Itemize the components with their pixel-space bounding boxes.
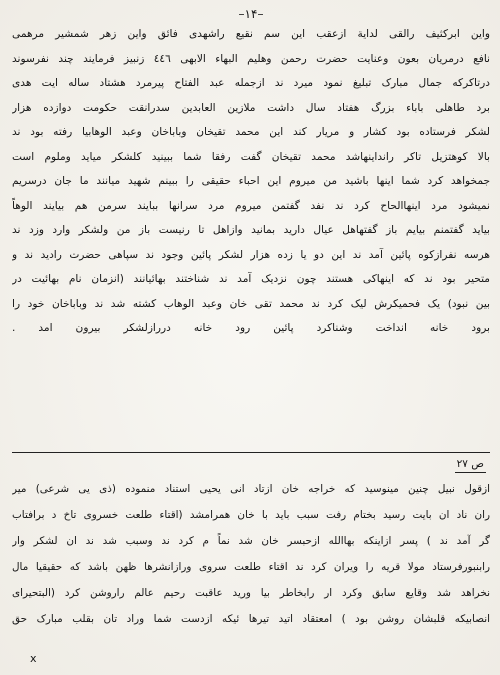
footnote-line: رابنبورفرستاد مولا قریه را ویران کرد ند اقتاء طلعت سروی ورازانشرها ظهن باشد که حقیقیا مال (12, 561, 490, 573)
body-text (12, 22, 490, 341)
footnote-line: نخراهد شد وقایع سابق وکرد ار رابخاطر بیا ورید عاقبت رحیم عالم راروشن کرد (البتحیرای (12, 587, 490, 599)
footnotes (12, 476, 490, 632)
body-line: برد طاهلی باباء بزرگ هفتاد سال داشت ملازین العابدین سدرانقت حکومت دوازده هزار (12, 101, 490, 114)
body-line: نمیشود مرد اینهاالحاح کرد ند نفد گفتمن میروم مرد سرانها ببایند سرمن هم بیایند الوهاً (12, 199, 490, 212)
body-line: بین نبود) یک فحمیکرش لیک کرد ند محمد تقی خان وعبد الوهاب کشته شد ند وباباخان خود را (12, 297, 490, 310)
footnote-heading: ص ۲۷ (455, 456, 486, 473)
body-line: درتاکرکه جمال مبارک تبلیغ نمود میرد ند ازجمله عبد الفتاح پیرمرد هشتاد ساله ایت هدی (12, 77, 490, 89)
body-line: بیاید گفتمنم بیایم باز گفتهاهل عیال دارید بمانید وازاهل تا رنیست باز من ولشکر وارد وزد ند (12, 224, 490, 236)
body-line: واین ابرکثیف رالقی لدایة ازعقب این سم نقیع راشهدی فائق واین زهر شمشیر مرهمی (12, 28, 490, 40)
footnote-line: گر آمد ند ) پسر ازاینکه بهاالله ازحبسر خان شد نماً م کرد ند وسبب شد ند ان لشکر وار (12, 535, 490, 547)
body-line: نافع درمریان بعون وعنایت حضرت رحمن وهلیم البهاء الابهی ٤٤٦ زنبیز فرمایند چند نفرسوند (12, 52, 490, 65)
body-line: بالا کوهتزیل تاکر رانداینهاشد محمد تقیخان گفت رفقا شما ببینید کلشکر میاید وملوم است (12, 150, 490, 163)
corner-mark: x (30, 652, 37, 665)
body-line: لشکر فرستاده بود کشار و مریار کند این محمد تقیخان وباباخان وعبد الوهابیا رفته بود ند (12, 126, 490, 138)
body-line: برود خانه انداخت وشناکرد پائین رود خانه دررازلشکر بیرون امد . (12, 322, 490, 334)
body-line: متحیر بود ند که اینهاکی هستند چون نزدیک آمد ند شناختند بهائیانند (انزمان نام بهائیت در (12, 273, 490, 285)
page-number: –۱۴– (238, 7, 264, 21)
footnote-line: ازقول نبیل چنین مینوسید که خراجه خان ازتاد انی یحیی استناد منموده (ذی یی شرعی) میر (12, 483, 490, 495)
footnote-line: ران ناد ان بایت رسید بختام رفت سبب باید با خان همرامشد (اقتاء طلعت خسروی تاخ د برافتاب (12, 509, 490, 521)
footnote-line: انصابیکه قلبشان روشن بود ) امعتقاد اتید تیرها ئیکه ازدست شما وراد تان بقلب مبارک حق (12, 613, 490, 625)
footnote-divider (12, 452, 490, 453)
body-line: هرسه نفرازکوه پائین آمد ند این دو یا زده هزار لشکر پائین وجود ند سپاهی حضرت رادید ند و (12, 248, 490, 261)
body-line: جمخواهد کرد شما اینها باشید من میروم این احباء حقیقی را ببینم شهید میانند ما جان درسریم (12, 175, 490, 187)
